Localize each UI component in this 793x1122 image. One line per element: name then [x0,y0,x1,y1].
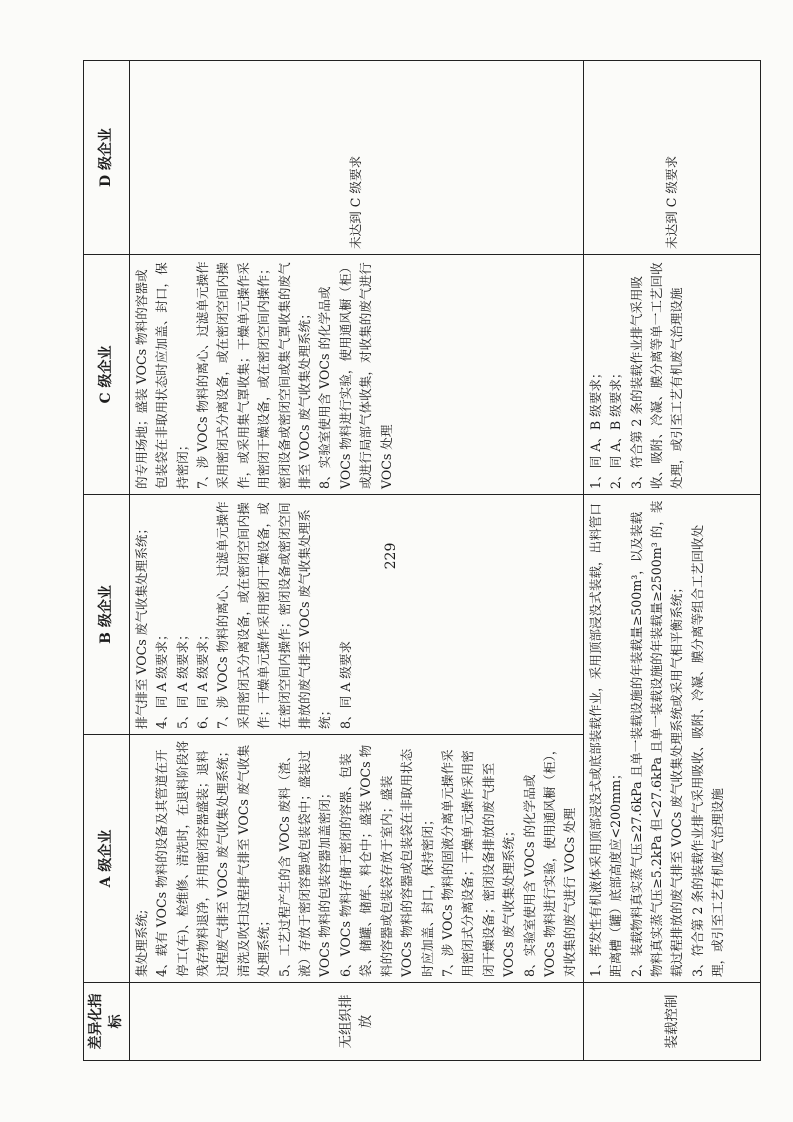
cell-line: 5、工艺过程产生的含 VOCs 废料（渣、液）存放于密闭容器或包装袋中；盛装过 VOCs 物料的包装容器加盖密闭； [276,749,333,977]
cell-a-row0 [129,735,583,983]
cell-line: 5、同 A 级要求； [174,628,190,729]
header-c-level: C 级企业 [84,255,130,495]
cell-line: 集处理系统; [133,909,149,977]
cell-line: 7、涉 VOCs 物料的固液分离单元操作采用密闭式分离设备；干燥单元操作采用密闭干燥设备；密闭设备排放的废气排至 VOCs 废气收集处理系统； [439,749,517,977]
row-index-loading-control: 装载控制 [583,983,760,1061]
cell-line: 7、涉 VOCs 物料的离心、过滤单元操作采用密闭式分离设备，或在密闭空间内操作；干燥单元操作采用密闭干燥设备，或在密闭空间内操作；密闭设备或密闭空间排放的废气排至 VOCs 废气收集处理系统； [215,501,333,729]
table-row [129,61,583,1061]
rotated-table-wrapper [83,61,738,1061]
header-a-level: A 级企业 [84,735,130,983]
cell-b-row0 [129,495,583,735]
cell-line: 1、同 A、B 级要求； [587,366,603,489]
header-b-level: B 级企业 [84,495,130,735]
cell-line: 4、载有 VOCs 物料的设备及其管道在开停工(车)、检维修、清洗时，在退料阶段将残存物料退净，并用密闭容器盛装；退料过程废气排至 VOCs 废气收集处理系统；清洗及吹扫过程排气排至 VOCs 废气收集处理系统； [154,740,272,977]
table-row [583,61,760,1061]
cell-d-row1: 未达到 C 级要求 [583,61,760,255]
header-d-level: D 级企业 [84,61,130,255]
cell-line: 3、符合第 2 条的装载作业排气采用吸收、吸附、冷凝、膜分离等单一工艺回收处理，或引至工艺有机废气治理设施 [628,262,685,489]
cell-line: 4、同 A 级要求； [154,628,170,729]
cell-c-row0 [129,255,583,495]
cell-line: 8、同 A 级要求 [337,640,353,729]
table-header-row [84,61,130,1061]
header-index: 差异化指标 [84,983,130,1061]
cell-line: 8、实验室使用含 VOCs 的化学品或 VOCs 物料进行实验，使用通风橱（柜），对收集的废气进行 VOCs 处理 [521,742,578,977]
cell-line: 7、涉 VOCs 物料的离心、过滤单元操作采用密闭式分离设备，或在密闭空间内操作，或采用集气罩收集；干燥单元操作采用密闭干燥设备，或在密闭空间内操作；密闭设备或密闭空间或集气罩收集的废气排至 VOCs 废气收集处理系统； [195,261,313,489]
differentiation-table [83,60,761,1061]
page-number: 229 [383,542,399,570]
cell-d-row0: 未达到 C 级要求 [129,61,583,255]
cell-c-row1 [583,255,760,495]
row-index-unorganized-emission: 无组织排放 [129,983,583,1061]
cell-line: 2、同 A、B 级要求； [608,366,624,489]
cell-line: 8、实验室使用含 VOCs 的化学品或 VOCs 物料进行实验，使用通风橱（柜）或进行局部气体收集，对收集的废气进行 VOCs 处理 [317,260,394,489]
cell-line: 2、装载物料真实蒸气压≥27.6kPa 且单一装载设施的年装载量≥500m³，以及装载物料真实蒸气压≥5.2kPa 但<27.6kPa 且单一装载设施的年装载量≥2500m³ 的，装载过程排放的废气排至 VOCs 废气收集处理系统或采用气相平衡系统； [628,500,685,977]
cell-ab-row1 [583,495,760,983]
cell-line: 3、符合第 2 条的装载作业排气采用吸收、吸附、冷凝、膜分离等组合工艺回收处理，或引至工艺有机废气治理设施 [689,524,726,977]
cell-line: 的专用场地；盛装 VOCs 物料的容器或包装袋在非取用状态时应加盖、封口，保持密闭； [133,262,190,489]
cell-line: 1、挥发性有机液体采用顶部浸没式或底部装载作业，采用顶部浸没式装载，出料管口距离槽（罐）底部高度应<200mm； [587,503,624,977]
cell-line: 排气排至 VOCs 废气收集处理系统； [133,521,149,729]
cell-line: 6、VOCs 物料存储于密闭的容器、包装袋、储罐、储库、料仓中；盛装 VOCs 物料的容器或包装袋存放于室内；盛装 VOCs 物料的容器或包装袋在非取用状态时应加盖、封口，保持密闭； [337,744,435,977]
cell-line: 6、同 A 级要求； [195,628,211,729]
